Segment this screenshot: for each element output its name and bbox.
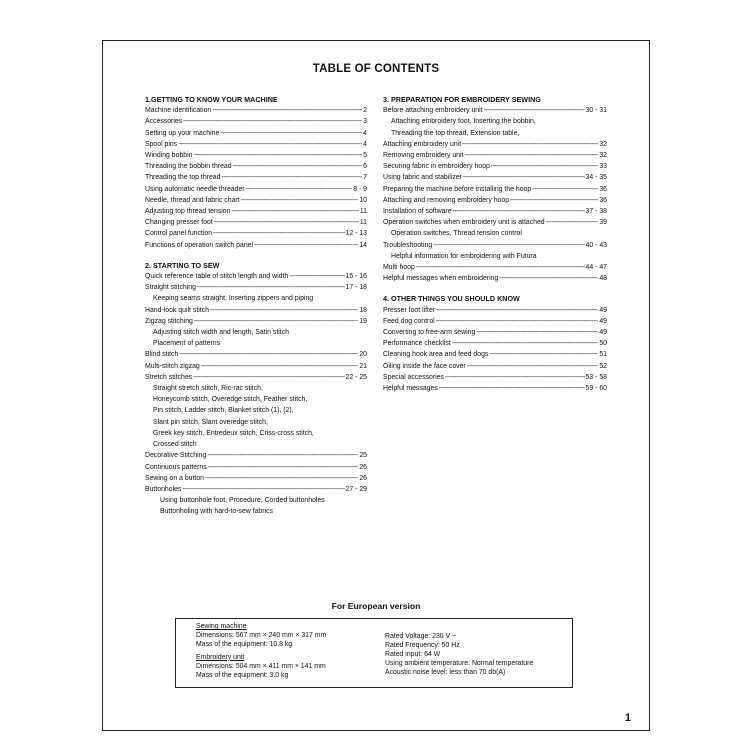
toc-entry-page: 25 xyxy=(359,452,367,460)
dot-leader xyxy=(489,349,598,360)
dot-leader xyxy=(416,262,585,273)
toc-entry-title: Using automatic needle threader xyxy=(145,185,245,193)
embroidery-unit-mass: Mass of the equipment: 3.0 kg xyxy=(196,671,289,679)
toc-entry xyxy=(145,228,367,239)
toc-entry-title: Sewing on a button xyxy=(145,474,204,482)
toc-entry xyxy=(145,116,367,127)
toc-entry xyxy=(145,217,367,228)
toc-entry-title: Control panel function xyxy=(145,230,213,238)
toc-entry-title: Hand-look quilt stitch xyxy=(145,306,209,314)
toc-entry xyxy=(383,150,607,161)
dot-leader xyxy=(433,240,584,251)
dot-leader xyxy=(254,240,358,251)
toc-entry-title: Winding bobbin xyxy=(145,152,193,160)
toc-entry xyxy=(145,150,367,161)
dot-leader xyxy=(178,139,362,150)
toc-entry-page: 39 xyxy=(599,219,607,227)
toc-entry xyxy=(383,240,607,251)
toc-entry-title: Threading the bobbin thread xyxy=(145,163,232,171)
toc-entry-page: 32 xyxy=(599,152,607,160)
toc-entry-page: 49 xyxy=(599,306,607,314)
toc-entry-title: Multi-stitch zigzag xyxy=(145,362,200,370)
toc-entry-page: 4 xyxy=(363,140,367,148)
toc-entry-title: Special accessories xyxy=(383,373,444,381)
toc-entry-page: 8 - 9 xyxy=(353,185,367,193)
toc-entry xyxy=(383,184,607,195)
toc-entry-title: Presser foot lifter xyxy=(383,306,436,314)
toc-subentry: Slant pin stitch, Slant overedge stitch, xyxy=(153,418,268,426)
dot-leader xyxy=(246,184,353,195)
dot-leader xyxy=(436,305,598,316)
toc-entry-page: 3 xyxy=(363,118,367,126)
dot-leader xyxy=(289,271,344,282)
dot-leader xyxy=(476,327,598,338)
toc-entry-title: Installation of software xyxy=(383,208,452,216)
toc-subentry: Honeycomb stitch, Overedge stitch, Feather stitch, xyxy=(153,396,308,404)
toc-entry-page: 20 xyxy=(359,351,367,359)
dot-leader xyxy=(207,450,358,461)
toc-entry-page: 6 xyxy=(363,163,367,171)
dot-leader xyxy=(484,105,585,116)
embroidery-unit-label: Embroidery unit xyxy=(196,653,245,661)
toc-entry-page: 21 xyxy=(359,362,367,370)
toc-entry-title: Troubleshooting xyxy=(383,241,433,249)
sewing-machine-label: Sewing machine xyxy=(196,623,247,630)
section-heading: 3. PREPARATION FOR EMBROIDERY SEWING xyxy=(383,95,541,104)
toc-entry xyxy=(383,105,607,116)
toc-entry xyxy=(383,383,607,394)
toc-entry xyxy=(145,305,367,316)
toc-entry xyxy=(383,316,607,327)
toc-section xyxy=(145,260,367,518)
toc-entry-title: Securing fabric in embroidery hoop xyxy=(383,163,490,171)
dot-leader xyxy=(205,473,358,484)
toc-entry xyxy=(145,206,367,217)
toc-subentry: Using buttonhole foot, Procedure, Corded buttonholes xyxy=(160,497,325,505)
dot-leader xyxy=(491,161,598,172)
toc-entry-page: 11 xyxy=(359,219,367,227)
toc-entry xyxy=(145,105,367,116)
toc-entry-page: 17 - 18 xyxy=(345,284,367,292)
rated-input: Rated input: 64 W xyxy=(385,650,441,658)
toc-entry-title: Helpful messages xyxy=(383,385,438,393)
dot-leader xyxy=(546,217,599,228)
toc-entry-page: 15 - 16 xyxy=(345,273,367,281)
toc-entry-page: 11 xyxy=(359,208,367,216)
toc-entry-page: 52 xyxy=(599,362,607,370)
section-heading: 4. OTHER THINGS YOU SHOULD KNOW xyxy=(383,294,520,304)
toc-subentry: Buttonholing with hard-to-sew fabrics xyxy=(160,508,273,516)
toc-subentry: Attaching embroidery foot, Inserting the bobbin, xyxy=(391,118,536,126)
dot-leader xyxy=(453,206,585,217)
toc-entry-title: Using fabric and stabilizer xyxy=(383,174,462,182)
toc-entry-page: 40 - 43 xyxy=(585,241,607,249)
toc-entry-page: 44 - 47 xyxy=(585,264,607,272)
toc-entry xyxy=(383,172,607,183)
european-version-heading: For European version xyxy=(331,601,421,611)
toc-entry-title: Functions of operation switch panel xyxy=(145,241,254,249)
dot-leader xyxy=(212,105,362,116)
toc-entry xyxy=(145,271,367,282)
toc-entry xyxy=(383,195,607,206)
dot-leader xyxy=(445,372,585,383)
toc-entry xyxy=(145,361,367,372)
toc-entry-page: 4 xyxy=(363,129,367,137)
toc-entry-title: Continuous patterns xyxy=(145,463,207,471)
toc-entry-title: Quick reference table of stitch length and width xyxy=(145,273,289,281)
toc-entry-title: Zigzag stitching xyxy=(145,317,193,325)
toc-entry-page: 18 xyxy=(359,306,367,314)
rated-frequency: Rated Frequency: 50 Hz xyxy=(385,641,460,649)
toc-entry-title: Adjusting top thread tension xyxy=(145,208,231,216)
toc-entry-page: 48 xyxy=(599,275,607,283)
toc-entry-title: Feed dog control xyxy=(383,317,435,325)
dot-leader xyxy=(194,316,358,327)
toc-entry-page: 22 - 25 xyxy=(345,373,367,381)
dot-leader xyxy=(182,484,344,495)
toc-entry-page: 51 xyxy=(599,351,607,359)
dot-leader xyxy=(197,282,345,293)
toc-entry xyxy=(145,316,367,327)
toc-entry xyxy=(145,473,367,484)
dot-leader xyxy=(532,184,598,195)
toc-entry-title: Needle, thread and fabric chart xyxy=(145,196,240,204)
toc-entry-title: Attaching and removing embroidery hoop xyxy=(383,196,510,204)
toc-entry-page: 26 xyxy=(359,474,367,482)
toc-entry-title: Decorative Stitching xyxy=(145,452,207,460)
toc-entry-title: Buttonholes xyxy=(145,485,182,493)
toc-entry-title: Changing presser foot xyxy=(145,219,213,227)
section-heading: 2. STARTING TO SEW xyxy=(145,260,220,270)
toc-entry-page: 27 - 29 xyxy=(345,485,367,493)
toc-entry-page: 49 xyxy=(599,317,607,325)
toc-entry xyxy=(145,139,367,150)
dot-leader xyxy=(221,172,362,183)
rated-voltage: Rated Voltage: 230 V ~ xyxy=(385,633,457,640)
toc-left-column xyxy=(145,94,367,527)
toc-entry-title: Before attaching embroidery unit xyxy=(383,107,483,115)
dot-leader xyxy=(220,128,362,139)
toc-subentry: Keeping seams straight, Inserting zippers and piping xyxy=(153,295,314,303)
dot-leader xyxy=(201,361,359,372)
toc-entry-title: Removing embroidery unit xyxy=(383,152,464,160)
dot-leader xyxy=(462,139,598,150)
dot-leader xyxy=(233,161,363,172)
acoustic-noise: Acoustic noise level: less than 70 db(A) xyxy=(385,668,506,676)
toc-entry-page: 33 xyxy=(599,163,607,171)
toc-entry-page: 12 - 13 xyxy=(345,230,367,238)
toc-entry xyxy=(145,282,367,293)
toc-section xyxy=(145,94,367,251)
section-heading: 1.GETTING TO KNOW YOUR MACHINE xyxy=(145,95,278,104)
ambient-temperature: Using ambient temperature: Normal temperature xyxy=(385,659,534,667)
dot-leader xyxy=(241,195,359,206)
toc-entry-title: Setting up your machine xyxy=(145,129,220,137)
dot-leader xyxy=(499,273,598,284)
toc-entry xyxy=(145,372,367,383)
dot-leader xyxy=(231,206,358,217)
toc-subentry: Threading the top thread, Extension table, xyxy=(391,129,520,137)
toc-entry xyxy=(145,195,367,206)
toc-entry-page: 7 xyxy=(363,174,367,182)
dot-leader xyxy=(439,383,585,394)
dot-leader xyxy=(467,361,599,372)
toc-entry-page: 2 xyxy=(363,107,367,115)
toc-entry-page: 26 xyxy=(359,463,367,471)
toc-section xyxy=(383,293,607,394)
toc-entry-title: Preparing the machine before installing the hoop xyxy=(383,185,532,193)
toc-subentry: Operation switches, Thread tension control xyxy=(391,230,522,238)
toc-entry xyxy=(383,262,607,273)
sewing-machine-dimensions: Dimensions: 567 mm × 240 mm × 317 mm xyxy=(196,631,327,639)
toc-entry xyxy=(383,338,607,349)
toc-subentry: Straight stretch stitch, Ric-rac stitch, xyxy=(153,385,263,393)
dot-leader xyxy=(208,462,359,473)
dot-leader xyxy=(183,116,362,127)
toc-entry-title: Stretch stitches xyxy=(145,373,193,381)
toc-entry-page: 32 xyxy=(599,140,607,148)
dot-leader xyxy=(210,305,358,316)
toc-subentry: Adjusting stitch width and length, Satin stitch xyxy=(153,329,289,337)
toc-entry xyxy=(145,184,367,195)
toc-entry-title: Oiling inside the face cover xyxy=(383,362,466,370)
toc-entry-title: Operation switches when embroidery unit is attached xyxy=(383,219,545,227)
dot-leader xyxy=(452,338,599,349)
toc-entry xyxy=(383,161,607,172)
dot-leader xyxy=(463,172,585,183)
toc-right-column xyxy=(383,94,607,403)
toc-entry xyxy=(383,139,607,150)
toc-section xyxy=(383,94,607,284)
specs-left xyxy=(196,623,326,680)
toc-entry-title: Attaching embroidery unit xyxy=(383,140,462,148)
european-specs-box xyxy=(175,618,573,688)
toc-subentry: Pin stitch, Ladder stitch, Blanket stitch (1), (2), xyxy=(153,407,294,415)
toc-subentry: Greek key stitch, Entredeux stitch, Criss-cross stitch, xyxy=(153,429,314,437)
toc-entry xyxy=(145,240,367,251)
dot-leader xyxy=(436,316,599,327)
toc-entry-title: Multi hoop xyxy=(383,264,415,272)
page-title: TABLE OF CONTENTS xyxy=(312,63,440,75)
toc-entry-title: Blind stitch xyxy=(145,351,179,359)
toc-entry-page: 19 xyxy=(359,317,367,325)
toc-entry xyxy=(145,128,367,139)
toc-entry xyxy=(145,462,367,473)
dot-leader xyxy=(194,150,363,161)
dot-leader xyxy=(193,372,344,383)
document-page xyxy=(102,40,650,731)
toc-entry-page: 34 - 35 xyxy=(585,174,607,182)
page-number: 1 xyxy=(624,712,631,724)
toc-entry xyxy=(383,349,607,360)
toc-entry-title: Straight stitching xyxy=(145,284,196,292)
embroidery-unit-dimensions: Dimensions: 504 mm × 411 mm × 141 mm xyxy=(196,662,326,670)
toc-entry-page: 59 - 60 xyxy=(585,385,607,393)
toc-entry-page: 30 - 31 xyxy=(585,107,607,115)
toc-entry-title: Converting to free-arm sewing xyxy=(383,329,476,337)
toc-entry xyxy=(383,217,607,228)
toc-entry xyxy=(383,273,607,284)
toc-entry-page: 36 xyxy=(599,196,607,204)
dot-leader xyxy=(213,228,345,239)
toc-entry xyxy=(383,372,607,383)
toc-subentry: Placement of patterns xyxy=(153,340,221,348)
toc-subentry: Helpful information for embroidering with Futura xyxy=(391,252,537,260)
toc-entry-page: 36 xyxy=(599,185,607,193)
toc-entry xyxy=(383,305,607,316)
toc-entry-title: Threading the top thread xyxy=(145,174,221,182)
toc-entry-title: Spool pins xyxy=(145,140,178,148)
toc-entry xyxy=(383,361,607,372)
toc-entry-page: 5 xyxy=(363,152,367,160)
toc-entry-page: 49 xyxy=(599,329,607,337)
toc-entry xyxy=(145,484,367,495)
toc-entry-title: Helpful messages when embroidering xyxy=(383,275,499,283)
toc-entry xyxy=(383,327,607,338)
toc-entry xyxy=(383,206,607,217)
dot-leader xyxy=(179,349,358,360)
toc-entry xyxy=(145,450,367,461)
sewing-machine-mass: Mass of the equipment: 10.8 kg xyxy=(196,640,293,648)
specs-right xyxy=(385,633,533,678)
toc-entry-title: Performance checklist xyxy=(383,340,451,348)
toc-entry-title: Accessories xyxy=(145,118,183,126)
toc-entry xyxy=(145,161,367,172)
toc-subentry: Crossed stitch xyxy=(153,441,197,449)
toc-entry-page: 14 xyxy=(359,241,367,249)
toc-entry-title: Machine identification xyxy=(145,107,212,115)
toc-entry-page: 53 - 58 xyxy=(585,373,607,381)
dot-leader xyxy=(214,217,359,228)
toc-entry-page: 37 - 38 xyxy=(585,208,607,216)
dot-leader xyxy=(464,150,598,161)
dot-leader xyxy=(510,195,598,206)
toc-entry-page: 10 xyxy=(359,196,367,204)
toc-entry-title: Cleaning hook area and feed dogs xyxy=(383,351,489,359)
toc-entry xyxy=(145,349,367,360)
toc-entry xyxy=(145,172,367,183)
toc-entry-page: 50 xyxy=(599,340,607,348)
